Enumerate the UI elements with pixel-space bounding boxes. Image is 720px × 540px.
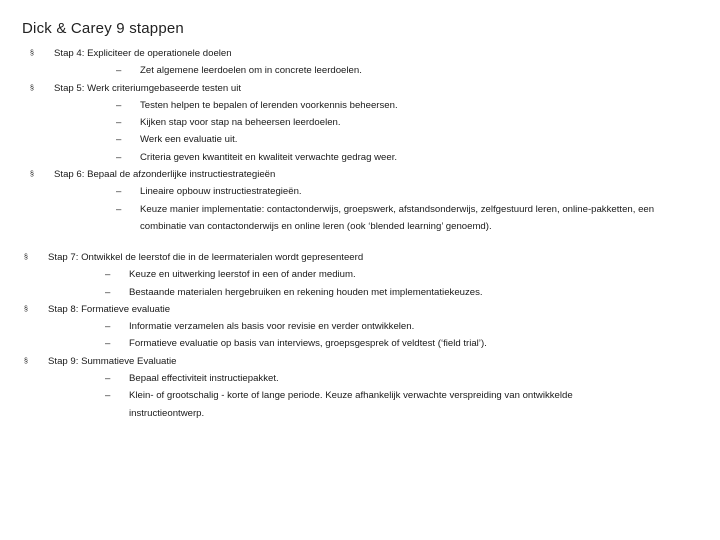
bullet-icon: §	[24, 254, 28, 261]
sub-item	[48, 284, 720, 301]
sub-item	[48, 318, 720, 335]
step-title: Stap 4: Expliciteer de operationele doelen	[54, 48, 232, 59]
dash-icon: –	[105, 390, 111, 402]
step-8	[0, 301, 720, 353]
step-4	[0, 45, 720, 80]
sub-item	[54, 97, 720, 114]
dash-icon: –	[116, 99, 122, 111]
sub-item	[54, 183, 720, 200]
sub-item-text: Werk een evaluatie uit.	[140, 134, 238, 146]
dash-icon: –	[116, 117, 122, 129]
step-title: Stap 7: Ontwikkel de leerstof die in de leermaterialen wordt gepresenteerd	[48, 252, 364, 263]
dash-icon: –	[116, 203, 122, 215]
dash-icon: –	[116, 186, 122, 198]
dash-icon: –	[105, 286, 111, 298]
dash-icon: –	[105, 269, 111, 281]
sub-item	[48, 335, 720, 352]
sub-item	[54, 131, 720, 148]
sub-item-text: Formatieve evaluatie op basis van interviews, groepsgesprek of veldtest (‘field trial’).	[129, 338, 487, 350]
dash-icon: –	[105, 321, 111, 333]
step-9	[0, 353, 720, 422]
step-title: Stap 5: Werk criteriumgebaseerde testen uit	[54, 82, 241, 94]
sub-item	[48, 370, 720, 387]
sub-item	[54, 114, 720, 131]
step-title: Stap 6: Bepaal de afzonderlijke instructiestrategieën	[54, 169, 276, 181]
steps-list-group-2	[0, 249, 720, 422]
bullet-icon: §	[24, 305, 28, 313]
sub-item-text: Keuze en uitwerking leerstof in een of ander medium.	[129, 269, 356, 281]
dash-icon: –	[116, 151, 122, 163]
sub-item-text: Zet algemene leerdoelen om in concrete leerdoelen.	[140, 65, 362, 77]
bullet-icon: §	[30, 171, 34, 179]
step-title: Stap 9: Summatieve Evaluatie	[48, 355, 177, 367]
bullet-icon: §	[24, 357, 28, 365]
step-title: Stap 8: Formatieve evaluatie	[48, 303, 171, 315]
sub-item	[54, 62, 720, 79]
sub-item-text: Lineaire opbouw instructiestrategieën.	[140, 186, 302, 198]
sub-item	[54, 149, 720, 166]
slide-title: Dick & Carey 9 stappen	[22, 20, 184, 37]
bullet-icon: §	[30, 84, 34, 92]
dash-icon: –	[105, 338, 111, 350]
sub-item-text: Bestaande materialen hergebruiken en rekening houden met implementatiekeuzes.	[129, 286, 483, 298]
sub-item-text: Kijken stap voor stap na beheersen leerdoelen.	[140, 117, 341, 129]
dash-icon: –	[105, 373, 111, 385]
sub-item-text: Keuze manier implementatie: contactonderwijs, groepswerk, afstandsonderwijs, zelfgestuurd leren, online-pakketten, een combinatie van contactonderwijs en online leren (ook ‘blended learning’ genoemd).	[140, 203, 655, 232]
steps-list-group-1	[0, 45, 720, 235]
sub-item-text: Bepaal effectiviteit instructiepakket.	[129, 373, 279, 385]
dash-icon: –	[116, 134, 122, 146]
step-7	[0, 249, 720, 301]
dash-icon: –	[116, 65, 122, 77]
sub-item-text: Testen helpen te bepalen of lerenden voorkennis beheersen.	[140, 99, 398, 111]
bullet-icon: §	[30, 50, 34, 57]
sub-item	[48, 266, 720, 283]
sub-item	[48, 387, 720, 422]
sub-item	[54, 201, 720, 236]
sub-item-text: Criteria geven kwantiteit en kwaliteit verwachte gedrag weer.	[140, 151, 398, 163]
step-5	[0, 80, 720, 166]
sub-item-text: Informatie verzamelen als basis voor revisie en verder ontwikkelen.	[129, 321, 415, 333]
step-6	[0, 166, 720, 235]
sub-item-text: Klein- of grootschalig - korte of lange periode. Keuze afhankelijk verwachte verspreiding van ontwikkelde instructieontwerp.	[129, 390, 573, 419]
